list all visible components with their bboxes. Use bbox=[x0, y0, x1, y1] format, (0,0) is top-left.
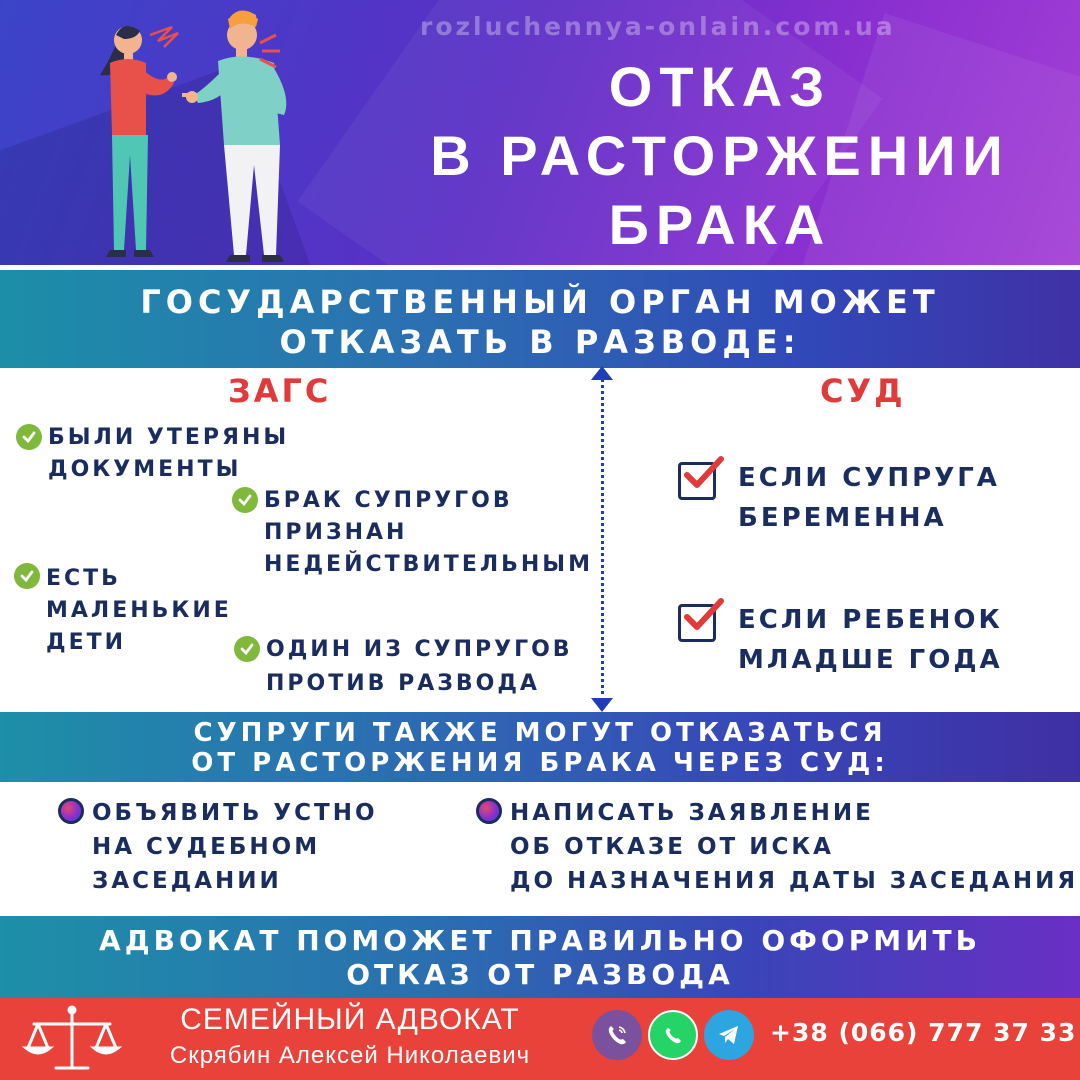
zags-title: ЗАГС bbox=[228, 372, 332, 410]
site-url: rozluchennya-onlain.com.ua bbox=[420, 12, 896, 41]
header-banner bbox=[0, 0, 1080, 265]
radio-dot-icon bbox=[58, 798, 84, 824]
check-circle-icon bbox=[16, 424, 42, 450]
zags-item-line: ПРОТИВ РАЗВОДА bbox=[266, 671, 540, 696]
scales-of-justice-icon bbox=[22, 1004, 122, 1076]
arguing-couple-illustration bbox=[80, 5, 360, 265]
telegram-icon[interactable] bbox=[704, 1010, 754, 1060]
option-line: ОБЪЯВИТЬ УСТНО bbox=[92, 800, 378, 826]
title-line: В РАСТОРЖЕНИИ bbox=[430, 124, 1010, 187]
zags-item-line: ОДИН ИЗ СУПРУГОВ bbox=[266, 637, 573, 662]
spouses-heading-band bbox=[0, 712, 1080, 782]
option-line: ДО НАЗНАЧЕНИЯ ДАТЫ ЗАСЕДАНИЯ bbox=[510, 868, 1079, 894]
zags-item-line: БЫЛИ УТЕРЯНЫ bbox=[48, 425, 290, 450]
viber-icon[interactable] bbox=[592, 1010, 642, 1060]
check-circle-icon bbox=[232, 487, 258, 513]
option-line: ЗАСЕДАНИИ bbox=[92, 868, 282, 894]
court-item-line: ЕСЛИ РЕБЕНОК bbox=[738, 605, 1003, 635]
zags-item-line: МАЛЕНЬКИЕ bbox=[46, 598, 232, 623]
check-circle-icon bbox=[234, 636, 260, 662]
checkbox-checked-icon bbox=[678, 604, 716, 642]
phone-number[interactable]: +38 (066) 777 37 33 bbox=[770, 1018, 1077, 1047]
option-line: НАПИСАТЬ ЗАЯВЛЕНИЕ bbox=[510, 800, 874, 826]
band-line: СУПРУГИ ТАКЖЕ МОГУТ ОТКАЗАТЬСЯ bbox=[193, 718, 887, 748]
court-item-line: ЕСЛИ СУПРУГА bbox=[738, 463, 1000, 493]
option-line: НА СУДЕБНОМ bbox=[92, 834, 321, 860]
court-item-line: БЕРЕМЕННА bbox=[738, 503, 947, 533]
authority-heading-band bbox=[0, 270, 1080, 368]
zags-item-line: ЕСТЬ bbox=[46, 566, 121, 591]
whatsapp-icon[interactable] bbox=[648, 1010, 698, 1060]
band-line: ОТ РАСТОРЖЕНИЯ БРАКА ЧЕРЕЗ СУД: bbox=[191, 748, 889, 778]
arrow-down-icon bbox=[591, 698, 613, 712]
page-title bbox=[410, 52, 1030, 259]
footer-title: СЕМЕЙНЫЙ АДВОКАТ bbox=[180, 1003, 520, 1036]
zags-item-line: ПРИЗНАН bbox=[264, 520, 408, 545]
option-line: ОБ ОТКАЗЕ ОТ ИСКА bbox=[510, 834, 834, 860]
title-line: БРАКА bbox=[608, 193, 832, 256]
lawyer-name: Скрябин Алексей Николаевич bbox=[169, 1042, 531, 1069]
lawyer-cta-band bbox=[0, 916, 1080, 998]
band-line: ОТКАЗАТЬ В РАЗВОДЕ: bbox=[279, 323, 801, 361]
band-line: ОТКАЗ ОТ РАЗВОДА bbox=[346, 958, 734, 991]
court-item-line: МЛАДШЕ ГОДА bbox=[738, 645, 1003, 675]
zags-item-line: ДОКУМЕНТЫ bbox=[48, 457, 242, 482]
zags-item-line: БРАК СУПРУГОВ bbox=[264, 488, 513, 513]
title-line: ОТКАЗ bbox=[608, 55, 832, 118]
zags-item-line: НЕДЕЙСТВИТЕЛЬНЫМ bbox=[264, 552, 593, 577]
radio-dot-icon bbox=[476, 798, 502, 824]
court-title: СУД bbox=[820, 372, 906, 410]
column-divider bbox=[601, 378, 604, 702]
check-circle-icon bbox=[14, 563, 40, 589]
band-line: ГОСУДАРСТВЕННЫЙ ОРГАН МОЖЕТ bbox=[140, 283, 940, 321]
zags-item-line: ДЕТИ bbox=[46, 630, 127, 655]
checkbox-checked-icon bbox=[678, 462, 716, 500]
band-line: АДВОКАТ ПОМОЖЕТ ПРАВИЛЬНО ОФОРМИТЬ bbox=[99, 924, 981, 957]
